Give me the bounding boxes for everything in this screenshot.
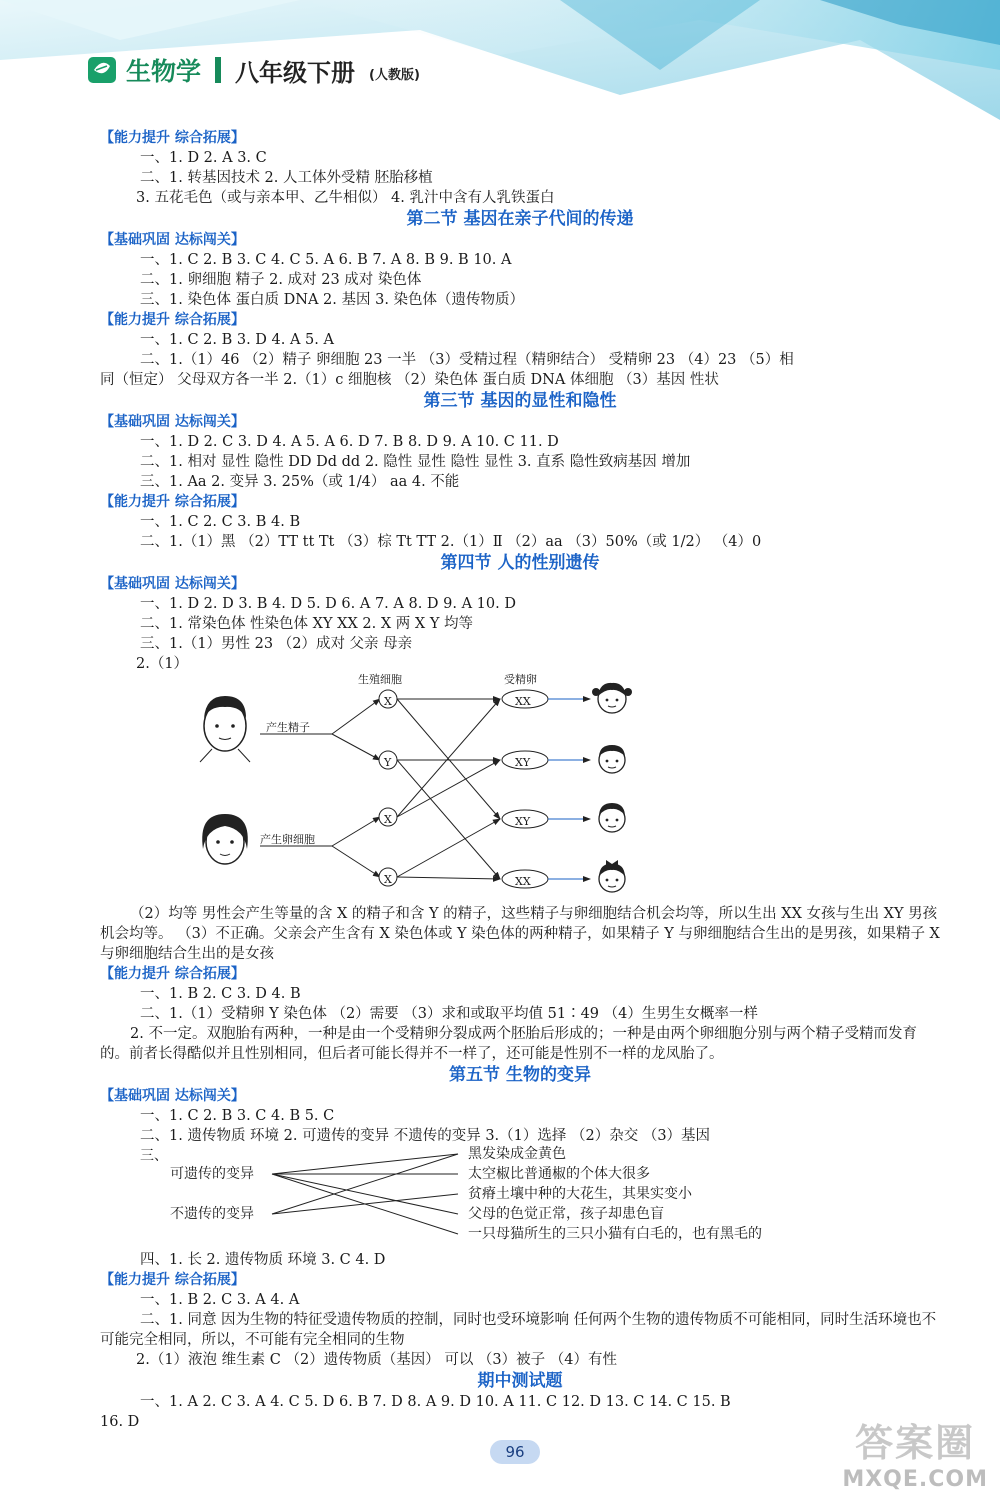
section-tag: 【能力提升 综合拓展】 [100,130,245,146]
zygote-xy: XY [515,815,531,828]
answer-line: 一、1. B 2. C 3. D 4. B [140,986,301,1002]
answer-line: 二、1.（1）黑 （2）TT tt Tt （3）棕 Tt TT 2.（1）Ⅱ （2）aa （3）50%（或 1/2） （4）0 [140,534,762,550]
page-number: 96 [490,1440,540,1464]
variation-example: 贫瘠土壤中种的大花生，其果实变小 [468,1186,692,1202]
answer-paragraph: 二、1. 同意 因为生物的特征受遗传物质的控制，同时也受环境影响 任何两个生物的遗传物质不可能相同，同时生活环境也不可能完全相同，所以，不可能有完全相同的生物 [100,1312,937,1348]
answer-line: 一、1. C 2. B 3. C 4. C 5. A 6. B 7. A 8. B 9. B 10. A [140,252,512,268]
answer-line: 二、1. 转基因技术 2. 人工体外受精 胚胎移植 [140,170,433,186]
egg-label: 产生卵细胞 [260,833,315,846]
subject-title: 生物学 [126,57,202,86]
answer-line: 一、1. C 2. C 3. B 4. B [140,514,301,530]
mother-face-icon [202,814,248,864]
header-banner [0,0,1000,130]
variation-example: 黑发染成金黄色 [468,1146,566,1162]
sperm-label: 产生精子 [266,721,310,734]
watermark [842,1412,988,1492]
variation-example: 一只母猫所生的三只小猫有白毛的，也有黑毛的 [468,1226,762,1242]
gamete-x: X [384,813,392,826]
father-face-icon [200,696,250,762]
variation-matching-diagram [100,1146,940,1250]
section-title: 第二节 基因在亲子代间的传递 [406,209,634,229]
section-tag: 【能力提升 综合拓展】 [100,312,245,328]
section-tag: 【基础巩固 达标闯关】 [100,232,245,248]
answer-paragraph: 2. 不一定。双胞胎有两种，一种是由一个受精卵分裂成两个胚胎后形成的；一种是由两个卵细胞分别与两个精子受精而发育的。前者长得酷似并且性别相同，但后者可能长得并不一样了，还可能是性别不一样的龙凤胎了。 [100,1026,917,1062]
answer-line: 四、1. 长 2. 遗传物质 环境 3. C 4. D [140,1252,386,1268]
answer-line: 3. 五花毛色（或与亲本甲、乙牛相似） 4. 乳汁中含有人乳铁蛋白 [136,190,555,206]
boy-child-icon [599,803,625,832]
answer-line: 二、1.（1）受精卵 Y 染色体 （2）需要 （3）求和或取平均值 51∶49 （4）生男生女概率一样 [140,1006,758,1022]
answer-line: 二、1. 相对 显性 隐性 DD Dd dd 2. 隐性 显性 隐性 显性 3. 直系 隐性致病基因 增加 [140,454,691,470]
zygote-xx: XX [515,695,531,708]
section-tag: 【能力提升 综合拓展】 [100,966,245,982]
section-title: 第三节 基因的显性和隐性 [423,391,617,411]
section-title: 期中测试题 [477,1371,563,1391]
answer-line: 三、1. Aa 2. 变异 3. 25%（或 1/4） aa 4. 不能 [140,474,460,490]
gamete-x: X [384,695,392,708]
answer-line: 三、1.（1）男性 23 （2）成对 父亲 母亲 [140,636,413,652]
gamete-x: X [384,873,392,886]
boy-child-icon [599,745,625,773]
title-divider [215,57,221,83]
zygote-label: 受精卵 [504,673,537,686]
section-tag: 【能力提升 综合拓展】 [100,1272,245,1288]
leaf-logo-icon [88,57,116,83]
variation-example: 父母的色觉正常，孩子却患色盲 [468,1206,664,1222]
answer-line: 16. D [100,1414,140,1430]
watermark-url: MXQE.COM [842,1467,988,1492]
non-heritable-variation-label: 不遗传的变异 [170,1206,254,1222]
section-tag: 【基础巩固 达标闯关】 [100,414,245,430]
girl-child-icon [592,683,632,713]
section-title: 第四节 人的性别遗传 [440,553,600,573]
answer-line: 一、1. C 2. B 3. C 4. B 5. C [140,1108,335,1124]
sex-inheritance-diagram [100,674,940,904]
question-prefix: 三、 [140,1148,168,1164]
answer-paragraph: （2）均等 男性会产生等量的含 X 的精子和含 Y 的精子，这些精子与卵细胞结合机会均等，所以生出 XX 女孩与生出 XY 男孩机会均等。 （3）不正确。父亲会产生含有 X 染色体或 Y 染色体的两种精子，如果精子 Y 与卵细胞结合生出的是男孩，如果精子 X 与卵细胞结合生出的是女孩 [100,906,940,962]
section-tag: 【基础巩固 达标闯关】 [100,1088,245,1104]
edition-label: (人教版) [369,67,420,83]
answer-line: 二、1. 常染色体 性染色体 XY XX 2. X 两 X Y 均等 [140,616,474,632]
grade-title: 八年级下册 [235,58,356,87]
variation-example: 太空椒比普通椒的个体大很多 [468,1166,650,1182]
germ-cells-label: 生殖细胞 [358,673,402,686]
brand [88,52,420,88]
answer-line: 一、1. A 2. C 3. A 4. C 5. D 6. B 7. D 8. A 9. D 10. A 11. C 12. D 13. C 14. C 15. B [140,1394,731,1410]
answer-content [100,128,940,1432]
answer-line: 二、1. 遗传物质 环境 2. 可遗传的变异 不遗传的变异 3.（1）选择 （2）杂交 （3）基因 [140,1128,711,1144]
gamete-y: Y [384,756,392,769]
zygote-xy: XY [515,756,531,769]
answer-line: 一、1. C 2. B 3. D 4. A 5. A [140,332,334,348]
answer-line: 二、1.（1）46 （2）精子 卵细胞 23 一半 （3）受精过程（精卵结合） 受精卵 23 （4）23 （5）相 [140,352,794,368]
answer-line: 2.（1） [136,656,189,672]
watermark-text: 答案圈 [855,1421,976,1465]
answer-line: 三、1. 染色体 蛋白质 DNA 2. 基因 3. 染色体（遗传物质） [140,292,525,308]
girl-child-icon [599,860,625,892]
answer-line: 一、1. D 2. C 3. D 4. A 5. A 6. D 7. B 8. D 9. A 10. C 11. D [140,434,559,450]
section-tag: 【能力提升 综合拓展】 [100,494,245,510]
answer-line: 一、1. B 2. C 3. A 4. A [140,1292,300,1308]
answer-line: 一、1. D 2. D 3. B 4. D 5. D 6. A 7. A 8. D 9. A 10. D [140,596,516,612]
answer-line: 二、1. 卵细胞 精子 2. 成对 23 成对 染色体 [140,272,422,288]
answer-line: 同（恒定） 父母双方各一半 2.（1）c 细胞核 （2）染色体 蛋白质 DNA 体细胞 （3）基因 性状 [100,372,719,388]
section-title: 第五节 生物的变异 [449,1065,591,1085]
heritable-variation-label: 可遗传的变异 [170,1166,254,1182]
answer-line: 2.（1）液泡 维生素 C （2）遗传物质（基因） 可以 （3）被子 （4）有性 [136,1352,617,1368]
section-tag: 【基础巩固 达标闯关】 [100,576,245,592]
zygote-xx: XX [515,875,531,888]
answer-line: 一、1. D 2. A 3. C [140,150,267,166]
